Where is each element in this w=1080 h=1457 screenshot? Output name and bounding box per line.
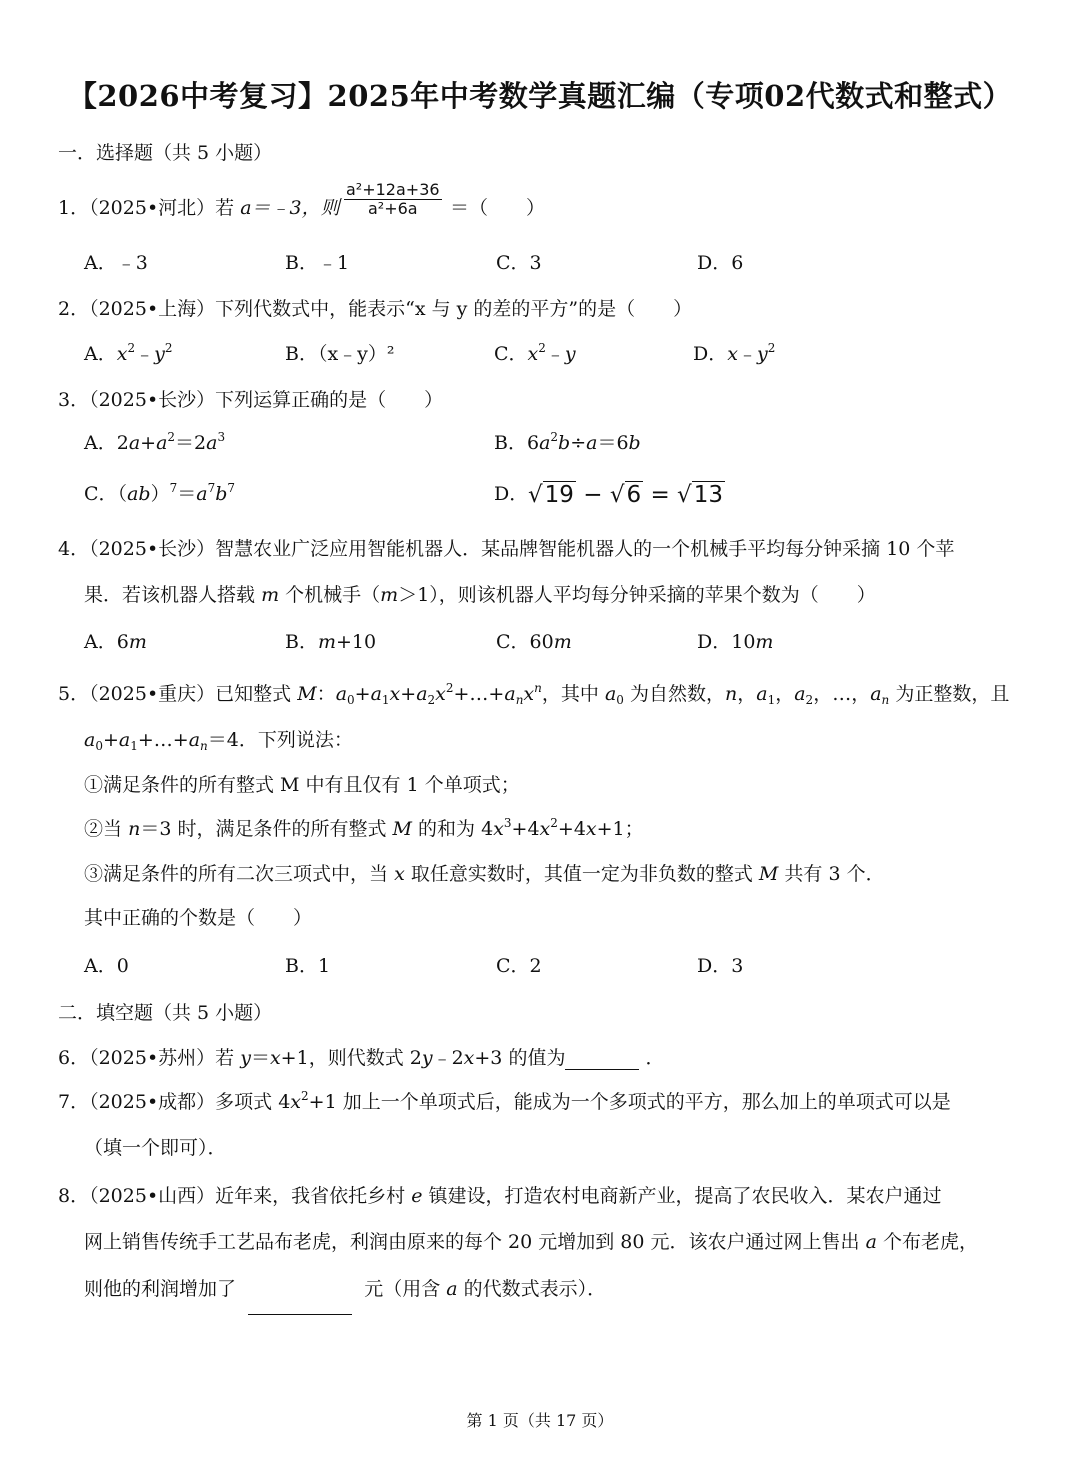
question-5: 5．（2025•重庆）已知整式 M：$a_0+a_1x+a_2x^2+\dots+a_nx^n$，其中 $a_0$ 为自然数，n，$a_1$，$a_2$，…，$a_n$ 为正整数，且 <box>58 681 1010 707</box>
q1-tail: ＝（ ） <box>450 197 546 219</box>
section-choice-heading: 一．选择题（共 5 小题） <box>58 142 273 164</box>
question-8: 8．（2025•山西）近年来，我省依托乡村 e 镇建设，打造农村电商新产业，提高了农民收入．某农户通过 <box>58 1185 942 1207</box>
q1-fraction-denominator: a²+6a <box>367 199 418 219</box>
q5-ask: 其中正确的个数是（ ） <box>84 907 313 929</box>
page-title: 【2026中考复习】2025年中考数学真题汇编（专项02代数式和整式） <box>67 79 1013 113</box>
q2-number: 2． <box>58 298 90 320</box>
q5-option-c: C．2 <box>496 955 542 977</box>
q7-line2: （填一个即可）． <box>84 1137 227 1159</box>
question-2 <box>58 294 692 321</box>
q1-fraction-numerator: a²+12a+36 <box>346 180 440 199</box>
q3-option-d-label: D． <box>494 483 529 505</box>
q5-statement-2: ②当 n＝3 时，满足条件的所有整式 M 的和为 $4x^3+4x^2+4x+1$； <box>84 816 644 840</box>
q3-number: 3． <box>58 389 90 411</box>
q3-text: （2025•长沙）下列运算正确的是（ ） <box>89 389 444 411</box>
question-3 <box>58 385 443 412</box>
q4-line2: 果．若该机器人搭载 m 个机械手（m＞1），则该机器人平均每分钟采摘的苹果个数为（ ） <box>84 584 876 606</box>
q5-option-d: D．3 <box>697 955 744 977</box>
q1-option-d: D．6 <box>697 252 744 274</box>
q8-line2: 网上销售传统手工艺品布老虎，利润由原来的每个 20 元增加到 80 元．该农户通过网上售出 a 个布老虎， <box>84 1231 978 1253</box>
q1-option-c: C．3 <box>496 252 542 274</box>
q2-option-a: A．$x^2﹣y^2$ <box>84 341 173 365</box>
q4-option-c: C．60m <box>496 631 572 653</box>
q8-line3: 则他的利润增加了 元（用含 a 的代数式表示）． <box>84 1274 606 1301</box>
page-footer: 第 1 页（共 17 页） <box>466 1411 614 1430</box>
q3-option-b: B．$6a^2b\div a=6b$ <box>494 430 641 454</box>
q4-option-a: A．6m <box>84 631 147 653</box>
q1-condition: a＝﹣3，则 <box>240 197 340 219</box>
q1-source: （2025•河北）若 <box>89 197 235 219</box>
q8-answer-blank[interactable] <box>248 1292 352 1315</box>
q1-option-a: A．﹣3 <box>84 252 148 274</box>
q1-fraction <box>344 181 442 219</box>
q5-statement-3: ③满足条件的所有二次三项式中，当 x 取任意实数时，其值一定为非负数的整式 M 共有 3 个． <box>84 863 885 885</box>
q5-line2: $a_0+a_1+\dots+a_n=4$．下列说法： <box>84 729 353 753</box>
q2-option-d: D．$x﹣y^2$ <box>693 341 776 365</box>
q2-option-b: B．（x﹣y）² <box>285 343 395 365</box>
section-fill-heading: 二．填空题（共 5 小题） <box>58 1002 273 1024</box>
q5-option-a: A．0 <box>84 955 129 977</box>
q1-option-b: B．﹣1 <box>285 252 350 274</box>
q4-option-b: B．m+10 <box>285 631 377 653</box>
q6-answer-blank[interactable] <box>565 1047 639 1070</box>
q4-number: 4． <box>58 538 90 560</box>
q4-option-d: D．10m <box>697 631 774 653</box>
question-4 <box>58 534 954 561</box>
q2-text: （2025•上海）下列代数式中，能表示“x 与 y 的差的平方”的是（ ） <box>89 298 693 320</box>
q3-option-a: A．$2a+a^2=2a^3$ <box>84 430 226 454</box>
q3-option-d-expression: √19 − √6 = √13 <box>528 482 723 508</box>
q5-option-b: B．1 <box>285 955 331 977</box>
q5-statement-1: ①满足条件的所有整式 M 中有且仅有 1 个单项式； <box>84 774 520 796</box>
question-6: 6．（2025•苏州）若 y＝x+1，则代数式 2y﹣2x+3 的值为 ． <box>58 1047 665 1069</box>
question-1 <box>58 193 340 220</box>
q1-number: 1． <box>58 197 90 219</box>
q2-option-c: C．$x^2﹣y$ <box>494 341 576 365</box>
q4-line1: （2025•长沙）智慧农业广泛应用智能机器人．某品牌智能机器人的一个机械手平均每分钟采摘 10 个苹 <box>89 538 955 560</box>
question-7: 7．（2025•成都）多项式 $4x^2+1$ 加上一个单项式后，能成为一个多项式的平方，那么加上的单项式可以是 <box>58 1089 951 1113</box>
q3-option-c: C．$(ab)^7=a^7b^7$ <box>84 481 236 505</box>
